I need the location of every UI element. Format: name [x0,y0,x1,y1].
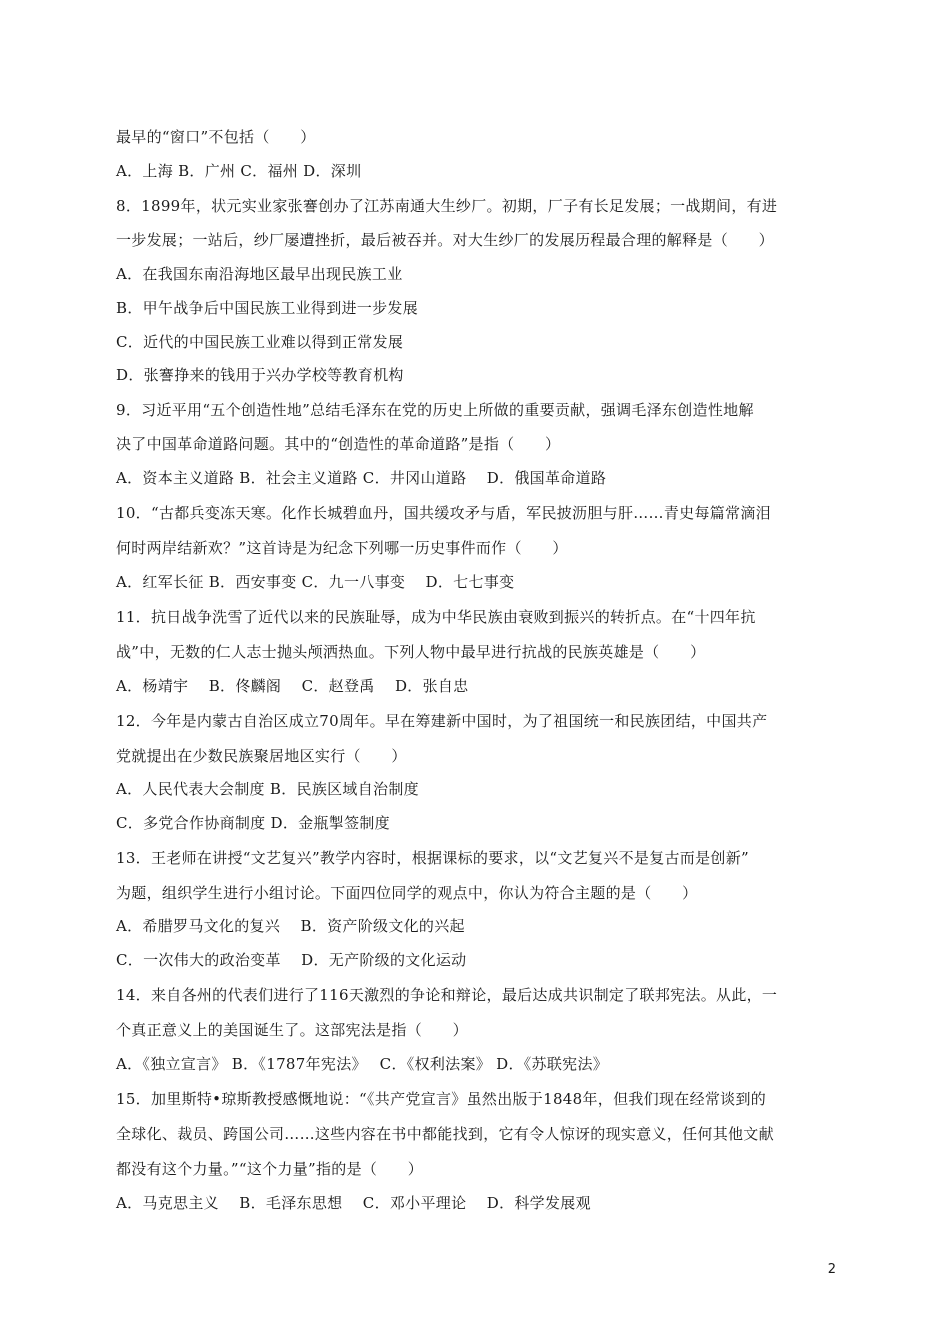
q13-options-cd: C．一次伟大的政治变革 D．无产阶级的文化运动 [116,951,467,969]
q13-stem-line-2: 为题，组织学生进行小组讨论。下面四位同学的观点中，你认为符合主题的是（ ） [116,884,698,902]
q8-option-b: B．甲午战争后中国民族工业得到进一步发展 [116,299,419,317]
q11-stem-line-2: 战”中，无数的仁人志士抛头颅洒热血。下列人物中最早进行抗战的民族英雄是（ ） [116,643,706,661]
q12-options-ab: A．人民代表大会制度 B．民族区域自治制度 [116,780,419,798]
page-number: 2 [827,1262,836,1277]
q7-options: A．上海 B．广州 C．福州 D．深圳 [116,162,362,180]
q9-stem-line-2: 决了中国革命道路问题。其中的“创造性的革命道路”是指（ ） [116,435,561,453]
q9-options: A．资本主义道路 B．社会主义道路 C．井冈山道路 D．俄国革命道路 [116,469,607,487]
q10-stem-line-1: 10．“古都兵变冻天寒。化作长城碧血丹，国共缓攻矛与盾，军民披沥胆与肝……青史每篇常滴泪 [116,504,771,522]
q8-stem-line-1: 8．1899年，状元实业家张謇创办了江苏南通大生纱厂。初期，厂子有长足发展；一战期间，有进 [116,197,778,215]
q8-option-d: D．张謇挣来的钱用于兴办学校等教育机构 [116,366,404,384]
q14-stem-line-1: 14．来自各州的代表们进行了116天激烈的争论和辩论，最后达成共识制定了联邦宪法。从此，一 [116,986,778,1004]
q12-stem-line-1: 12．今年是内蒙古自治区成立70周年。早在筹建新中国时，为了祖国统一和民族团结，中国共产 [116,712,768,730]
q11-stem-line-1: 11．抗日战争洗雪了近代以来的民族耻辱，成为中华民族由衰败到振兴的转折点。在“十四年抗 [116,608,756,626]
q7-stem-continued: 最早的“窗口”不包括（ ） [116,128,316,146]
q11-options: A．杨靖宇 B．佟麟阁 C．赵登禹 D．张自忠 [116,677,469,695]
q12-options-cd: C．多党合作协商制度 D．金瓶掣签制度 [116,814,390,832]
q15-stem-line-3: 都没有这个力量。”“这个力量”指的是（ ） [116,1160,424,1178]
q10-stem-line-2: 何时两岸结新欢？”这首诗是为纪念下列哪一历史事件而作（ ） [116,539,568,557]
q12-stem-line-2: 党就提出在少数民族聚居地区实行（ ） [116,747,407,765]
q14-stem-line-2: 个真正意义上的美国诞生了。这部宪法是指（ ） [116,1021,468,1039]
q10-options: A．红军长征 B．西安事变 C．九一八事变 D．七七事变 [116,573,515,591]
q15-options: A．马克思主义 B．毛泽东思想 C．邓小平理论 D．科学发展观 [116,1194,591,1212]
q15-stem-line-2: 全球化、裁员、跨国公司……这些内容在书中都能找到，它有令人惊讶的现实意义，任何其他文献 [116,1125,774,1143]
q8-option-c: C．近代的中国民族工业难以得到正常发展 [116,333,404,351]
q9-stem-line-1: 9．习近平用“五个创造性地”总结毛泽东在党的历史上所做的重要贡献，强调毛泽东创造性地解 [116,401,754,419]
q14-options: A．《独立宣言》 B．《1787年宪法》 C．《权利法案》 D．《苏联宪法》 [116,1055,609,1073]
q13-stem-line-1: 13．王老师在讲授“文艺复兴”教学内容时，根据课标的要求，以“文艺复兴不是复古而是创新” [116,849,749,867]
q15-stem-line-1: 15．加里斯特•琼斯教授感慨地说：“《共产党宣言》虽然出版于1848年，但我们现在经常谈到的 [116,1090,767,1108]
q8-option-a: A．在我国东南沿海地区最早出现民族工业 [116,265,403,283]
q13-options-ab: A．希腊罗马文化的复兴 B．资产阶级文化的兴起 [116,917,465,935]
q8-stem-line-2: 一步发展；一站后，纱厂屡遭挫折，最后被吞并。对大生纱厂的发展历程最合理的解释是（ ） [116,231,774,249]
